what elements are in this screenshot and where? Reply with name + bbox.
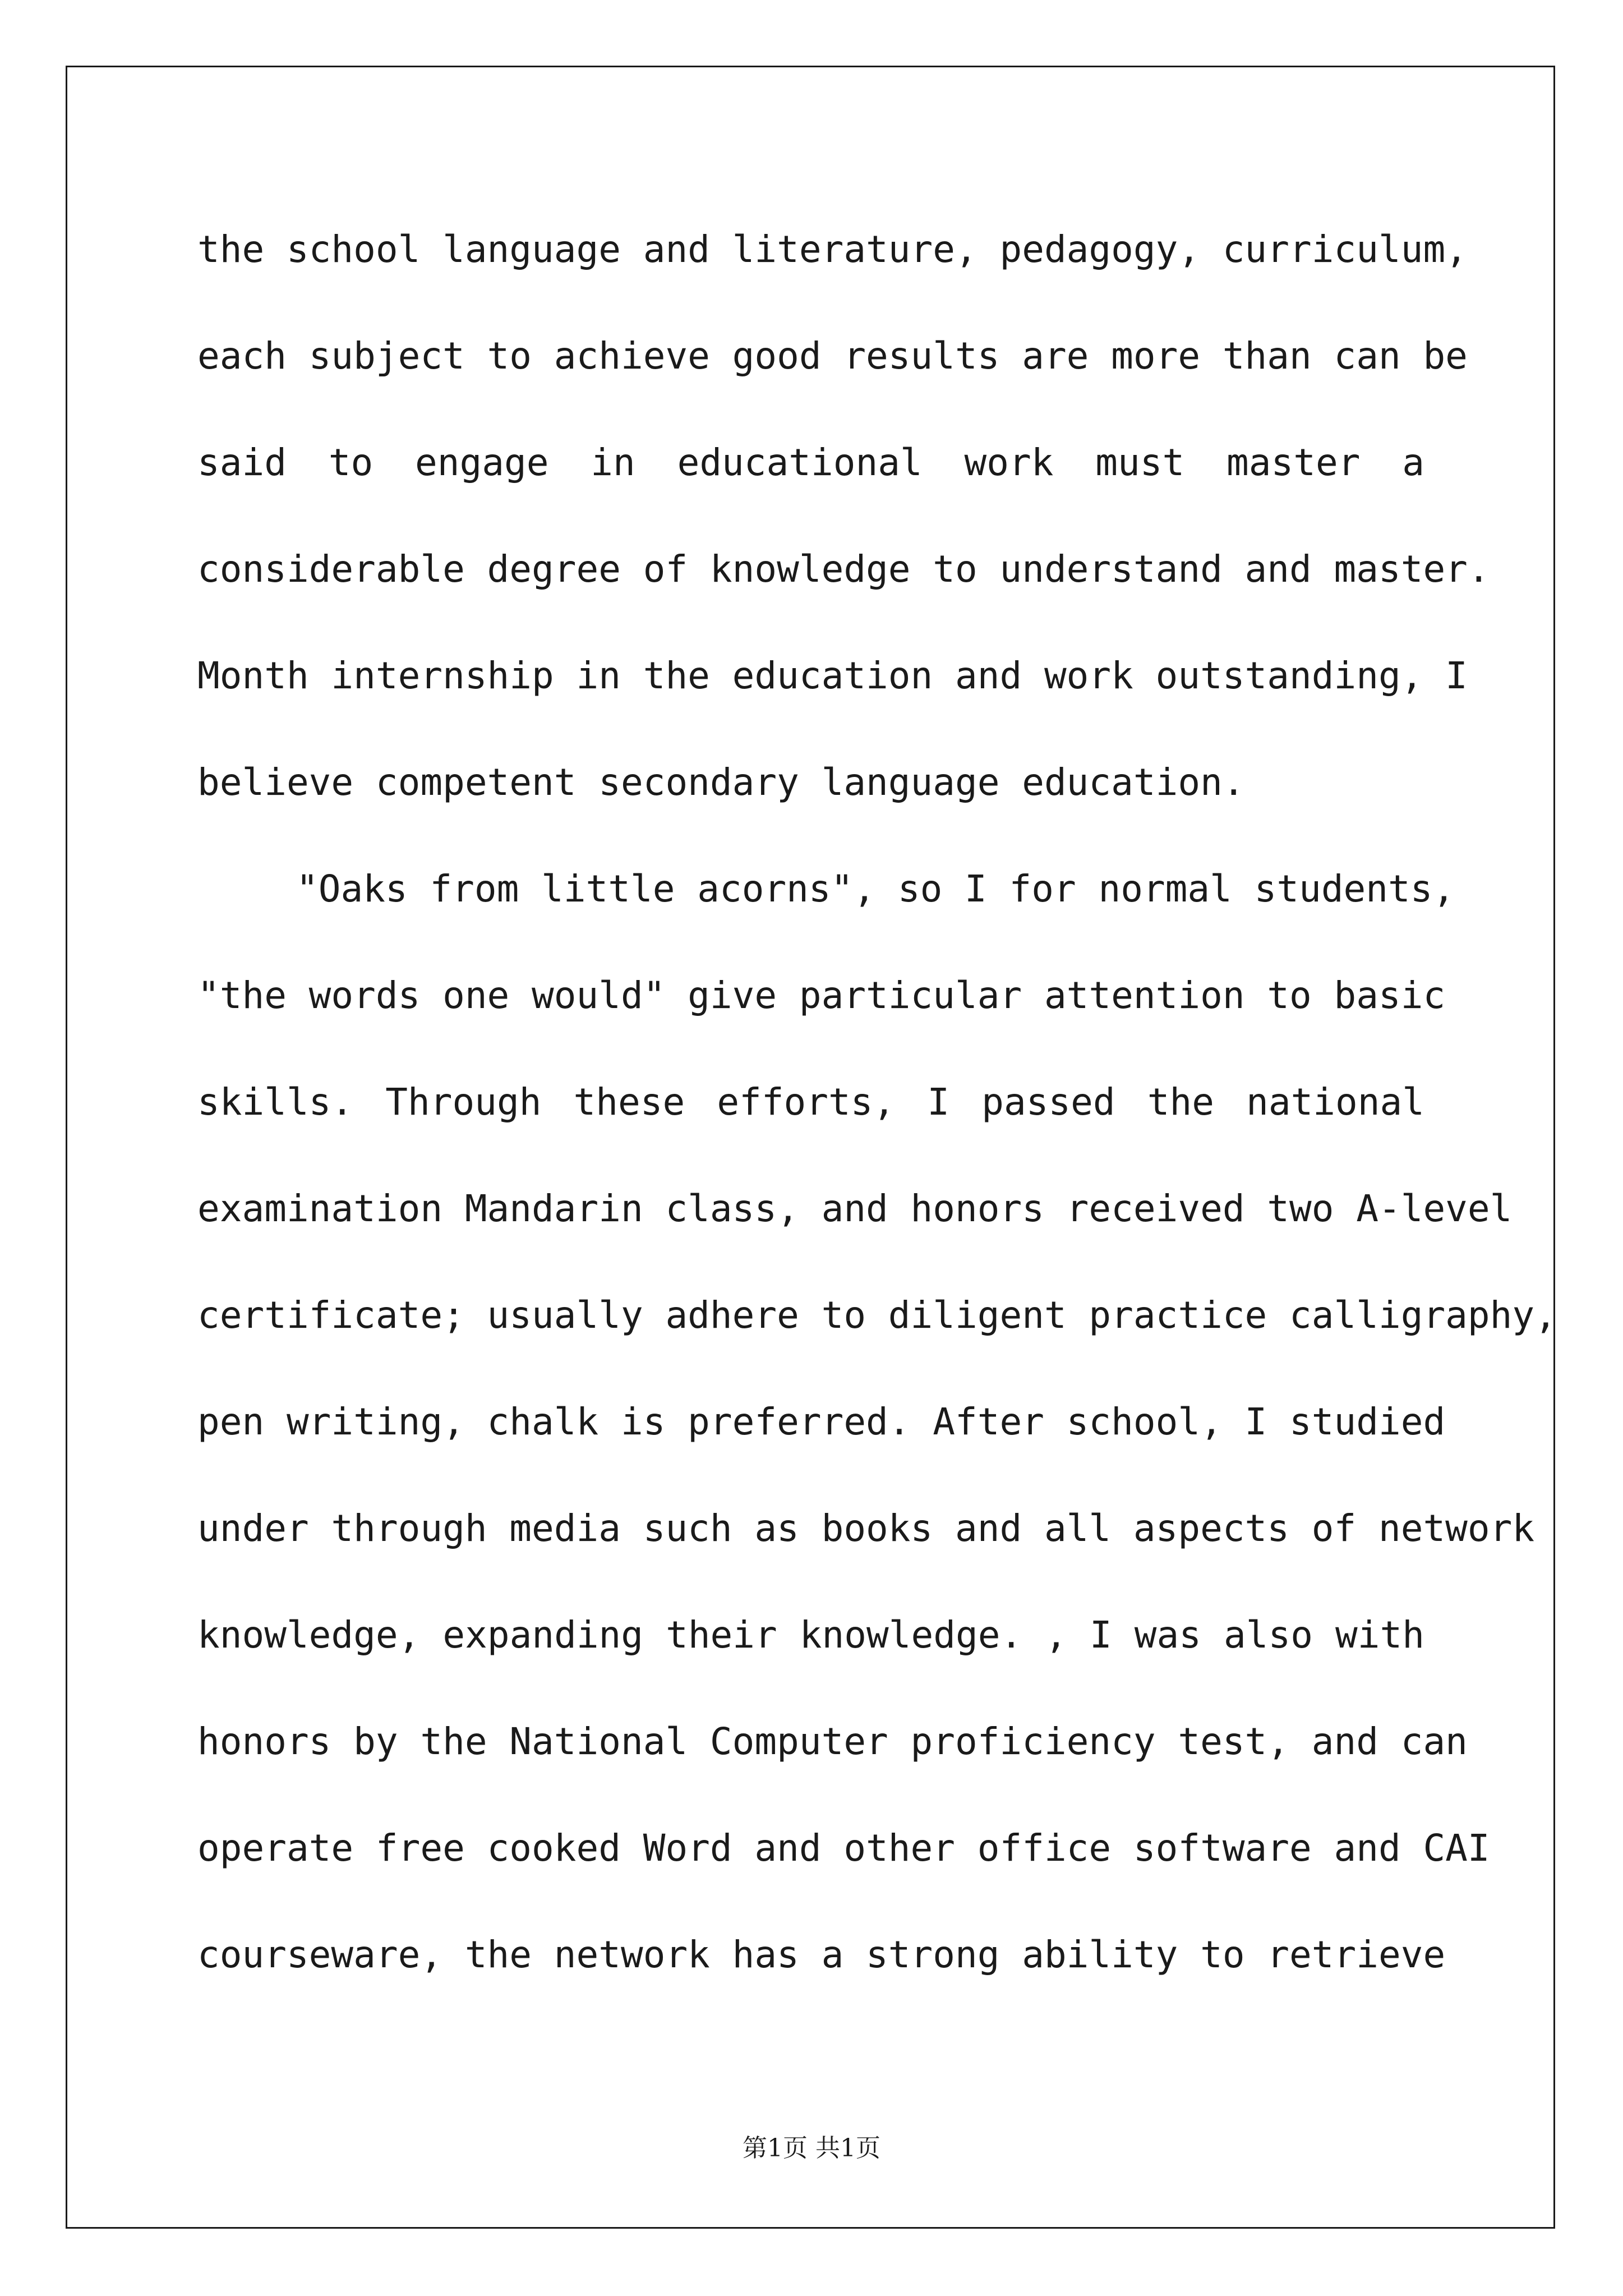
text-line: pen writing, chalk is preferred. After school, I studied [197, 1400, 1446, 1443]
text-line: operate free cooked Word and other office software and CAI [197, 1826, 1490, 1870]
paragraph-first-line: "Oaks from little acorns", so I for normal students, [296, 867, 1455, 910]
text-line: believe competent secondary language education. [197, 761, 1245, 804]
text-line: the school language and literature, pedagogy, curriculum, [197, 228, 1468, 271]
page-footer: 第1页 共1页 [743, 2134, 880, 2162]
text-line: under through media such as books and all aspects of network [197, 1507, 1535, 1550]
text-line: "the words one would" give particular attention to basic [197, 974, 1446, 1017]
text-line: knowledge, expanding their knowledge. , I was also with [197, 1613, 1424, 1657]
text-line: certificate; usually adhere to diligent practice calligraphy, [197, 1294, 1557, 1337]
text-line: honors by the National Computer proficiency test, and can [197, 1720, 1468, 1763]
text-line: considerable degree of knowledge to understand and master. [197, 547, 1490, 591]
document-body [197, 219, 1557, 2031]
text-line: courseware, the network has a strong ability to retrieve [197, 1933, 1446, 1976]
text-line: said to engage in educational work must master a [197, 441, 1424, 484]
text-line: skills. Through these efforts, I passed the national [197, 1080, 1424, 1124]
text-line: Month internship in the education and work outstanding, I [197, 654, 1468, 697]
text-line: each subject to achieve good results are more than can be [197, 334, 1468, 378]
text-line: examination Mandarin class, and honors received two A-level [197, 1187, 1513, 1230]
